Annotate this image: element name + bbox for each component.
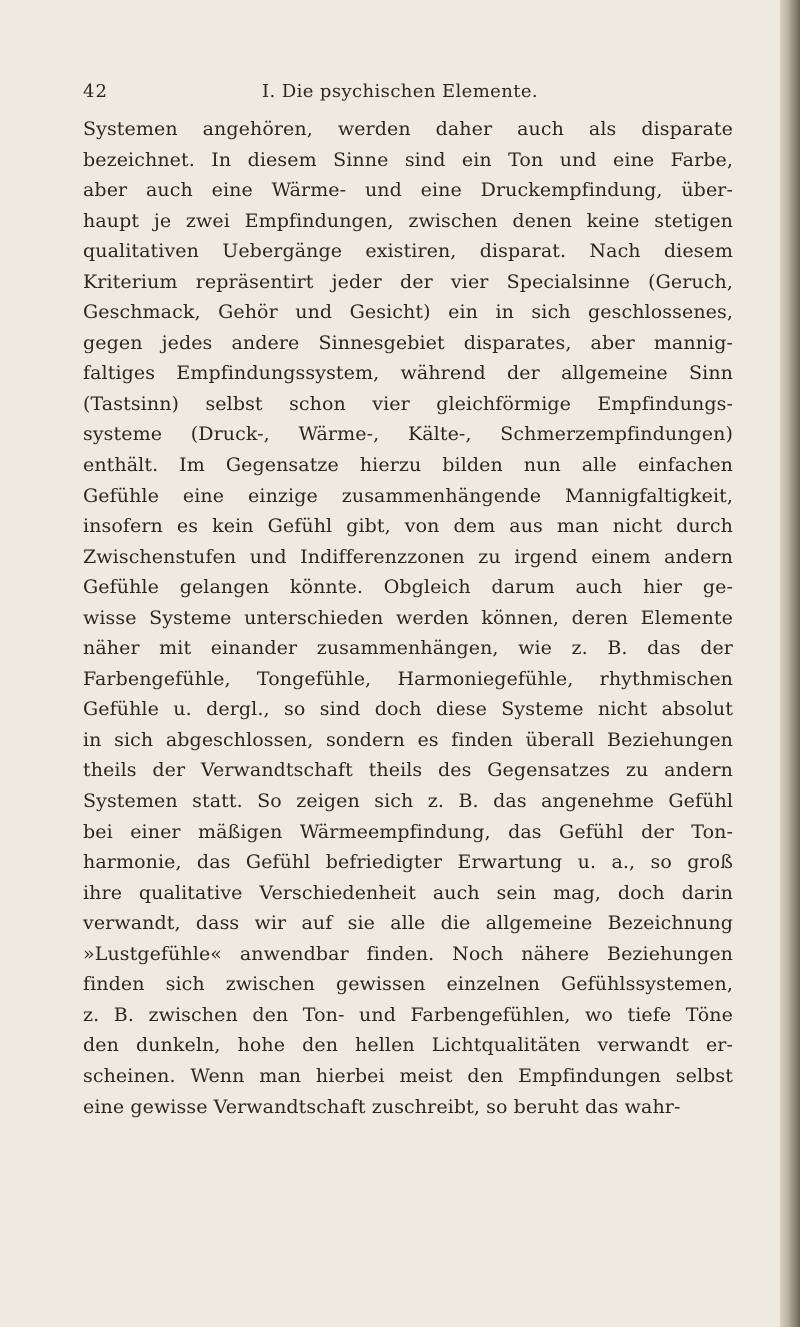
- text-line: faltiges Empfindungssystem, während der allgemeine Sinn: [83, 362, 733, 385]
- text-line: Systemen statt. So zeigen sich z. B. das angenehme Gefühl: [83, 790, 733, 813]
- page-edge-shadow: [780, 0, 800, 1327]
- text-line: bei einer mäßigen Wärmeempfindung, das Gefühl der Ton-: [83, 820, 733, 843]
- text-line: harmonie, das Gefühl befriedigter Erwartung u. a., so groß: [83, 851, 733, 874]
- text-line: Systemen angehören, werden daher auch als disparate: [83, 118, 733, 140]
- text-line: näher mit einander zusammenhängen, wie z. B. das der: [83, 637, 733, 660]
- text-line: Farbengefühle, Tongefühle, Harmoniegefühle, rhythmischen: [83, 667, 733, 690]
- text-line: »Lustgefühle« anwendbar finden. Noch nähere Beziehungen: [83, 942, 733, 965]
- text-line: haupt je zwei Empfindungen, zwischen denen keine stetigen: [83, 209, 733, 232]
- text-line: wisse Systeme unterschieden werden können, deren Elemente: [83, 606, 733, 629]
- text-line: eine gewisse Verwandtschaft zuschreibt, so beruht das wahr-: [83, 1095, 681, 1118]
- text-line: Zwischenstufen und Indifferenzzonen zu irgend einem andern: [83, 545, 733, 568]
- text-line: gegen jedes andere Sinnesgebiet disparates, aber mannig-: [83, 331, 733, 354]
- text-line: den dunkeln, hohe den hellen Lichtqualitäten verwandt er-: [83, 1034, 733, 1057]
- text-line: verwandt, dass wir auf sie alle die allgemeine Bezeichnung: [83, 912, 733, 935]
- text-line: Gefühle u. dergl., so sind doch diese Systeme nicht absolut: [83, 698, 733, 721]
- text-line: scheinen. Wenn man hierbei meist den Empfindungen selbst: [83, 1064, 733, 1087]
- text-line: ihre qualitative Verschiedenheit auch sein mag, doch darin: [83, 881, 733, 904]
- text-line: Gefühle gelangen könnte. Obgleich darum auch hier ge-: [83, 576, 733, 599]
- text-line: bezeichnet. In diesem Sinne sind ein Ton und eine Farbe,: [83, 148, 733, 171]
- page-number: 42: [83, 81, 108, 102]
- text-line: aber auch eine Wärme- und eine Druckempfindung, über-: [83, 179, 733, 202]
- text-line: insofern es kein Gefühl gibt, von dem aus man nicht durch: [83, 515, 733, 538]
- chapter-title: I. Die psychischen Elemente.: [262, 81, 539, 102]
- text-line: qualitativen Uebergänge existiren, disparat. Nach diesem: [83, 240, 733, 263]
- text-line: finden sich zwischen gewissen einzelnen Gefühlssystemen,: [83, 973, 733, 996]
- body-text: [83, 114, 733, 1122]
- text-line: Kriterium repräsentirt jeder der vier Specialsinne (Geruch,: [83, 270, 733, 293]
- running-head: [83, 80, 733, 104]
- text-line: enthält. Im Gegensatze hierzu bilden nun alle einfachen: [83, 454, 733, 477]
- text-line: Gefühle eine einzige zusammenhängende Mannigfaltigkeit,: [83, 484, 733, 507]
- text-line: theils der Verwandtschaft theils des Gegensatzes zu andern: [83, 759, 733, 782]
- text-line: Geschmack, Gehör und Gesicht) ein in sich geschlossenes,: [83, 301, 733, 324]
- text-line: in sich abgeschlossen, sondern es finden überall Beziehungen: [83, 728, 733, 751]
- text-line: (Tastsinn) selbst schon vier gleichförmige Empfindungs-: [83, 392, 733, 415]
- text-line: systeme (Druck-, Wärme-, Kälte-, Schmerzempfindungen): [83, 423, 733, 446]
- text-line: z. B. zwischen den Ton- und Farbengefühlen, wo tiefe Töne: [83, 1003, 733, 1026]
